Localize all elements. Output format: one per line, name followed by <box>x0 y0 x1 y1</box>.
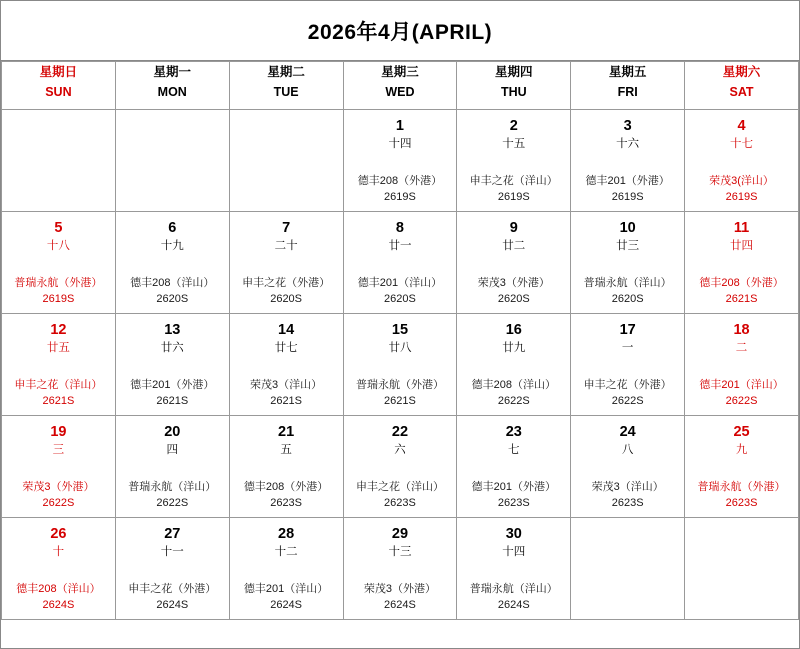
calendar-day-cell[interactable] <box>457 212 571 314</box>
vessel-schedule-entry[interactable] <box>230 479 343 511</box>
day-number: 3 <box>623 118 632 134</box>
weekday-header-fri <box>571 62 685 110</box>
weekday-header-wed <box>343 62 457 110</box>
lunar-date: 十 <box>52 546 65 558</box>
calendar-day-cell[interactable] <box>343 416 457 518</box>
lunar-date: 二 <box>735 342 748 354</box>
day-number: 20 <box>164 424 181 440</box>
lunar-date: 七 <box>508 444 520 456</box>
calendar-day-cell[interactable] <box>2 314 116 416</box>
day-number: 22 <box>391 424 409 440</box>
vessel-name: 荣茂3（洋山） <box>591 481 664 493</box>
voyage-number: 2619S <box>611 191 644 203</box>
voyage-number: 2619S <box>384 191 416 203</box>
vessel-schedule-entry[interactable] <box>230 275 343 307</box>
vessel-schedule-entry[interactable] <box>457 275 570 307</box>
vessel-schedule-entry[interactable] <box>685 479 798 511</box>
day-number: 4 <box>737 118 746 134</box>
weekday-label-en: TUE <box>273 85 299 99</box>
calendar-day-cell[interactable] <box>2 212 116 314</box>
vessel-name: 申丰之花（外港） <box>128 583 217 595</box>
calendar-day-cell[interactable] <box>229 518 343 620</box>
vessel-schedule-entry[interactable] <box>344 173 457 205</box>
weekday-label-cn: 星期六 <box>722 65 761 79</box>
vessel-name: 德丰201（外港） <box>130 379 215 391</box>
day-number: 24 <box>619 424 636 440</box>
day-number: 5 <box>54 220 63 236</box>
lunar-date: 五 <box>280 444 292 456</box>
voyage-number: 2624S <box>270 599 303 611</box>
calendar-day-cell[interactable] <box>571 314 685 416</box>
voyage-number: 2621S <box>42 395 75 407</box>
lunar-date: 四 <box>166 444 179 456</box>
lunar-date: 十四 <box>502 546 526 558</box>
weekday-label-cn: 星期日 <box>39 65 78 79</box>
voyage-number: 2624S <box>497 599 530 611</box>
lunar-date: 十三 <box>388 546 412 558</box>
voyage-number: 2620S <box>497 293 530 305</box>
vessel-name: 德丰208（外港） <box>243 481 329 493</box>
vessel-schedule-entry[interactable] <box>230 377 343 409</box>
calendar-day-cell[interactable] <box>115 518 229 620</box>
lunar-date: 六 <box>394 444 406 456</box>
calendar-week-row <box>2 314 799 416</box>
day-number: 23 <box>505 424 522 440</box>
weekday-label-en: THU <box>500 85 527 99</box>
day-number: 8 <box>395 220 404 236</box>
lunar-date: 廿六 <box>160 342 184 354</box>
day-number: 19 <box>50 424 67 440</box>
vessel-schedule-entry[interactable] <box>344 581 457 613</box>
weekday-label-en: SUN <box>45 85 72 99</box>
voyage-number: 2624S <box>156 599 189 611</box>
vessel-name: 德丰208（外港） <box>699 277 784 289</box>
vessel-name: 申丰之花（洋山） <box>469 175 558 187</box>
calendar-day-cell-empty <box>571 518 685 620</box>
lunar-date: 廿七 <box>274 342 298 354</box>
day-number: 25 <box>733 424 750 440</box>
voyage-number: 2619S <box>42 293 75 305</box>
lunar-date: 十五 <box>502 138 526 150</box>
calendar-header-row <box>2 62 799 110</box>
day-number: 16 <box>505 322 522 338</box>
calendar-week-row <box>2 518 799 620</box>
lunar-date: 廿九 <box>502 342 526 354</box>
calendar-day-cell[interactable] <box>571 416 685 518</box>
calendar-day-cell[interactable] <box>2 518 116 620</box>
voyage-number: 2623S <box>270 497 303 509</box>
calendar-day-cell[interactable] <box>229 314 343 416</box>
calendar-day-cell[interactable] <box>571 110 685 212</box>
calendar-day-cell[interactable] <box>457 518 571 620</box>
lunar-date: 廿一 <box>388 240 412 252</box>
voyage-number: 2621S <box>725 293 758 305</box>
lunar-date: 廿三 <box>616 240 640 252</box>
voyage-number: 2620S <box>611 293 644 305</box>
lunar-date: 十一 <box>160 546 184 558</box>
vessel-name: 德丰208（外港） <box>357 175 443 187</box>
day-number: 6 <box>168 220 177 236</box>
vessel-name: 普瑞永航（外港） <box>14 277 103 289</box>
weekday-label-cn: 星期五 <box>608 65 647 79</box>
calendar-day-cell[interactable] <box>343 110 457 212</box>
lunar-date: 廿八 <box>388 342 412 354</box>
vessel-schedule-entry[interactable] <box>571 479 684 511</box>
day-number: 13 <box>164 322 181 338</box>
vessel-schedule-entry[interactable] <box>571 275 684 307</box>
calendar-title-bar <box>1 1 799 61</box>
vessel-schedule-entry[interactable] <box>344 479 457 511</box>
weekday-header-mon <box>115 62 229 110</box>
voyage-number: 2623S <box>611 497 644 509</box>
vessel-schedule-entry[interactable] <box>2 275 115 307</box>
calendar-week-row <box>2 110 799 212</box>
voyage-number: 2621S <box>156 395 189 407</box>
vessel-schedule-entry[interactable] <box>116 479 229 511</box>
calendar-day-cell[interactable] <box>685 314 799 416</box>
vessel-name: 普瑞永航（外港） <box>355 379 444 391</box>
vessel-schedule-entry[interactable] <box>457 173 570 205</box>
vessel-schedule-entry[interactable] <box>2 377 115 409</box>
day-number: 30 <box>505 526 522 542</box>
weekday-label-en: WED <box>385 85 415 99</box>
lunar-date: 十二 <box>274 546 298 558</box>
weekday-label-cn: 星期四 <box>495 65 533 79</box>
voyage-number: 2622S <box>611 395 644 407</box>
day-number: 15 <box>391 322 409 338</box>
lunar-date: 十六 <box>616 138 640 150</box>
calendar-day-cell[interactable] <box>571 212 685 314</box>
day-number: 26 <box>50 526 67 542</box>
day-number: 1 <box>395 118 404 134</box>
voyage-number: 2620S <box>156 293 189 305</box>
lunar-date: 三 <box>52 444 65 456</box>
vessel-name: 荣茂3（外港） <box>363 583 437 595</box>
day-number: 27 <box>164 526 181 542</box>
vessel-name: 荣茂3(洋山） <box>709 175 774 187</box>
day-number: 11 <box>733 220 750 236</box>
lunar-date: 九 <box>735 444 748 456</box>
voyage-number: 2622S <box>497 395 530 407</box>
vessel-name: 德丰208（洋山） <box>16 583 101 595</box>
vessel-name: 申丰之花（洋山） <box>14 379 103 391</box>
vessel-name: 德丰201（外港） <box>471 481 556 493</box>
calendar-body <box>2 110 799 620</box>
calendar-day-cell[interactable] <box>2 416 116 518</box>
vessel-name: 荣茂3（外港） <box>22 481 95 493</box>
day-number: 28 <box>278 526 295 542</box>
voyage-number: 2623S <box>497 497 530 509</box>
calendar-day-cell[interactable] <box>115 416 229 518</box>
vessel-name: 普瑞永航（洋山） <box>583 277 672 289</box>
vessel-schedule-entry[interactable] <box>2 479 115 511</box>
vessel-schedule-entry[interactable] <box>230 581 343 613</box>
voyage-number: 2623S <box>384 497 416 509</box>
lunar-date: 廿五 <box>46 342 70 354</box>
day-number: 17 <box>619 322 636 338</box>
vessel-name: 荣茂3（洋山） <box>250 379 323 391</box>
calendar-day-cell[interactable] <box>685 212 799 314</box>
lunar-date: 廿四 <box>730 240 754 252</box>
calendar-week-row <box>2 416 799 518</box>
calendar-day-cell-empty <box>115 110 229 212</box>
calendar-day-cell[interactable] <box>229 416 343 518</box>
vessel-name: 申丰之花（外港） <box>242 277 331 289</box>
calendar-day-cell[interactable] <box>229 212 343 314</box>
calendar-day-cell-empty <box>2 110 116 212</box>
weekday-header-thu <box>457 62 571 110</box>
calendar-day-cell[interactable] <box>343 212 457 314</box>
weekday-header-sun <box>2 62 116 110</box>
vessel-name: 普瑞永航（外港） <box>697 481 786 493</box>
vessel-schedule-entry[interactable] <box>116 275 229 307</box>
vessel-schedule-entry[interactable] <box>457 581 570 613</box>
day-number: 10 <box>619 220 636 236</box>
vessel-name: 德丰201（洋山） <box>699 379 784 391</box>
calendar-day-cell[interactable] <box>457 314 571 416</box>
vessel-schedule-entry[interactable] <box>685 173 798 205</box>
lunar-date: 十九 <box>160 240 184 252</box>
calendar-day-cell[interactable] <box>343 518 457 620</box>
voyage-number: 2620S <box>270 293 303 305</box>
vessel-name: 普瑞永航（洋山） <box>128 481 217 493</box>
weekday-label-en: MON <box>157 85 187 99</box>
vessel-schedule-entry[interactable] <box>685 377 798 409</box>
day-number: 2 <box>509 118 518 134</box>
lunar-date: 一 <box>621 342 634 354</box>
vessel-name: 德丰201（洋山） <box>357 277 443 289</box>
vessel-name: 荣茂3（外港） <box>477 277 550 289</box>
vessel-schedule-entry[interactable] <box>116 377 229 409</box>
day-number: 29 <box>391 526 409 542</box>
weekday-header-tue <box>229 62 343 110</box>
voyage-number: 2624S <box>42 599 75 611</box>
lunar-date: 八 <box>621 444 634 456</box>
vessel-name: 申丰之花（外港） <box>583 379 672 391</box>
vessel-name: 申丰之花（洋山） <box>355 481 444 493</box>
day-number: 12 <box>50 322 67 338</box>
vessel-schedule-entry[interactable] <box>571 173 684 205</box>
weekday-label-en: SAT <box>729 85 754 99</box>
vessel-name: 普瑞永航（洋山） <box>469 583 558 595</box>
voyage-number: 2622S <box>156 497 189 509</box>
voyage-number: 2624S <box>384 599 416 611</box>
voyage-number: 2620S <box>384 293 416 305</box>
weekday-label-cn: 星期一 <box>153 65 192 79</box>
voyage-number: 2621S <box>270 395 303 407</box>
calendar-day-cell[interactable] <box>115 212 229 314</box>
day-number: 18 <box>733 322 750 338</box>
voyage-number: 2622S <box>42 497 75 509</box>
voyage-number: 2621S <box>384 395 416 407</box>
lunar-date: 廿二 <box>502 240 526 252</box>
weekday-label-cn: 星期三 <box>381 65 419 79</box>
calendar-week-row <box>2 212 799 314</box>
vessel-schedule-entry[interactable] <box>457 377 570 409</box>
weekday-header-sat <box>685 62 799 110</box>
lunar-date: 十八 <box>46 240 70 252</box>
vessel-name: 德丰208（洋山） <box>471 379 556 391</box>
vessel-name: 德丰201（外港） <box>585 175 670 187</box>
voyage-number: 2619S <box>725 191 758 203</box>
page-title: 2026年4月(APRIL) <box>307 20 493 44</box>
lunar-date: 二十 <box>274 240 298 252</box>
calendar-day-cell[interactable] <box>457 110 571 212</box>
vessel-name: 德丰208（洋山） <box>130 277 215 289</box>
day-number: 7 <box>282 220 291 236</box>
calendar-day-cell-empty <box>685 518 799 620</box>
calendar-day-cell[interactable] <box>685 416 799 518</box>
voyage-number: 2619S <box>497 191 530 203</box>
vessel-schedule-entry[interactable] <box>2 581 115 613</box>
vessel-name: 德丰201（洋山） <box>243 583 329 595</box>
calendar-day-cell[interactable] <box>115 314 229 416</box>
lunar-date: 十七 <box>730 138 754 150</box>
vessel-schedule-entry[interactable] <box>685 275 798 307</box>
voyage-number: 2622S <box>725 395 758 407</box>
calendar-day-cell[interactable] <box>685 110 799 212</box>
day-number: 21 <box>278 424 295 440</box>
vessel-schedule-entry[interactable] <box>457 479 570 511</box>
voyage-number: 2623S <box>725 497 758 509</box>
vessel-schedule-entry[interactable] <box>116 581 229 613</box>
vessel-schedule-entry[interactable] <box>571 377 684 409</box>
lunar-date: 十四 <box>388 138 412 150</box>
vessel-schedule-entry[interactable] <box>344 275 457 307</box>
vessel-schedule-entry[interactable] <box>344 377 457 409</box>
calendar-day-cell[interactable] <box>343 314 457 416</box>
calendar-day-cell[interactable] <box>457 416 571 518</box>
weekday-label-en: FRI <box>617 85 638 99</box>
day-number: 14 <box>278 322 295 338</box>
day-number: 9 <box>509 220 518 236</box>
weekday-label-cn: 星期二 <box>267 65 305 79</box>
calendar-day-cell-empty <box>229 110 343 212</box>
calendar-table <box>1 61 799 620</box>
